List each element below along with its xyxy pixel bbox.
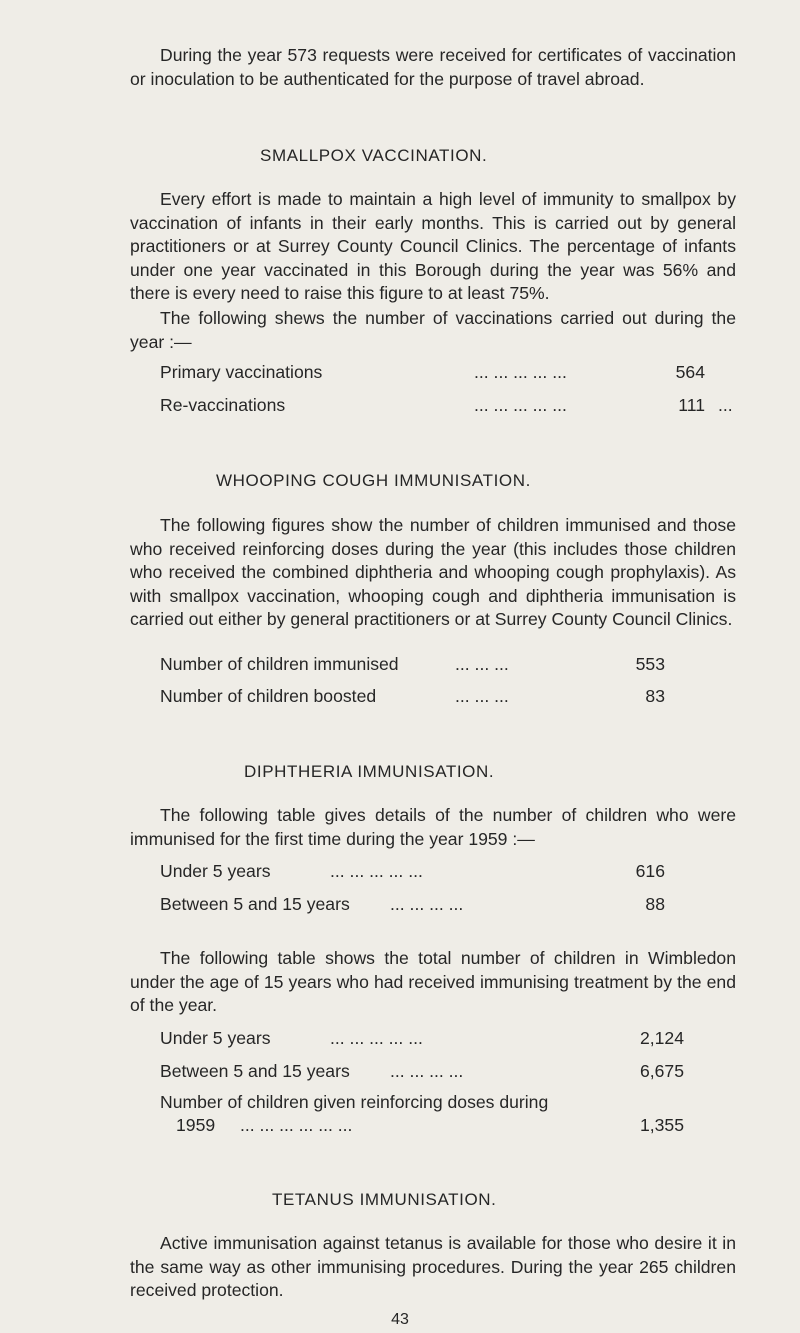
row-label: Re-vaccinations: [160, 395, 286, 415]
tetanus-paragraph: Active immunisation against tetanus is available for those who desire it in the same way as other immunising procedures. During the year 265 children received protection.: [130, 1233, 736, 1300]
diphtheria-paragraph: The following table gives details of the number of children who were immunised for the first time during the year 1959 :—: [130, 805, 736, 849]
leader-dots: ... ... ... ...: [390, 1061, 464, 1081]
row-value: 616: [635, 861, 665, 881]
row-label: Number of children immunised: [160, 654, 399, 674]
trailing-dots: ...: [718, 395, 733, 415]
row-value: 111: [678, 395, 705, 415]
intro-paragraph: During the year 573 requests were received for certificates of vaccination or inoculation to be authenticated for the purpose of travel abroad.: [130, 45, 736, 89]
leader-dots: ... ... ... ... ...: [474, 395, 567, 415]
row-label: Number of children boosted: [160, 686, 377, 706]
row-value: 564: [675, 362, 705, 382]
leader-dots: ... ... ... ... ...: [474, 362, 567, 382]
leader-dots: ... ... ... ... ... ...: [240, 1115, 353, 1135]
whooping-heading: WHOOPING COUGH IMMUNISATION.: [216, 471, 531, 490]
smallpox-shews-paragraph: The following shews the number of vaccinations carried out during the year :—: [130, 308, 736, 352]
row-value: 6,675: [639, 1061, 684, 1081]
row-label: Between 5 and 15 years: [160, 1061, 350, 1081]
row-value: 83: [645, 686, 665, 706]
row-value: 88: [645, 894, 665, 914]
row-label: 1959: [176, 1115, 216, 1135]
row-value: 553: [635, 654, 665, 674]
smallpox-paragraph: Every effort is made to maintain a high level of immunity to smallpox by vaccination of infants in their early months. This is carried out by general practitioners or at Surrey County Council Clinics. The percentage of infants under one year vaccinated in this Borough during the year was 56% and there is every need to raise this figure to at least 75%.: [130, 189, 736, 303]
row-value: 1,355: [639, 1115, 684, 1135]
row-label: Under 5 years: [160, 1028, 271, 1048]
page-number: 43: [391, 1311, 409, 1328]
leader-dots: ... ... ...: [455, 686, 509, 706]
smallpox-heading: SMALLPOX VACCINATION.: [260, 146, 488, 165]
diphtheria-total-paragraph: The following table shows the total number of children in Wimbledon under the age of 15 years who had received immunising treatment by the end of the year.: [130, 948, 736, 1015]
leader-dots: ... ... ... ... ...: [330, 1028, 423, 1048]
leader-dots: ... ... ... ...: [390, 894, 464, 914]
row-label: Number of children given reinforcing doses during: [160, 1092, 549, 1112]
whooping-paragraph: The following figures show the number of children immunised and those who received reinforcing doses during the year (this includes those children who received the combined diphtheria and whooping cough prophylaxis). As with smallpox vaccination, whooping cough and diphtheria immunisation is carried out either by general practitioners or at Surrey County Council Clinics.: [130, 515, 736, 629]
row-label: Primary vaccinations: [160, 362, 323, 382]
row-value: 2,124: [639, 1028, 684, 1048]
tetanus-heading: TETANUS IMMUNISATION.: [272, 1190, 497, 1209]
leader-dots: ... ... ... ... ...: [330, 861, 423, 881]
row-label: Under 5 years: [160, 861, 271, 881]
row-label: Between 5 and 15 years: [160, 894, 350, 914]
diphtheria-heading: DIPHTHERIA IMMUNISATION.: [244, 762, 495, 781]
leader-dots: ... ... ...: [455, 654, 509, 674]
